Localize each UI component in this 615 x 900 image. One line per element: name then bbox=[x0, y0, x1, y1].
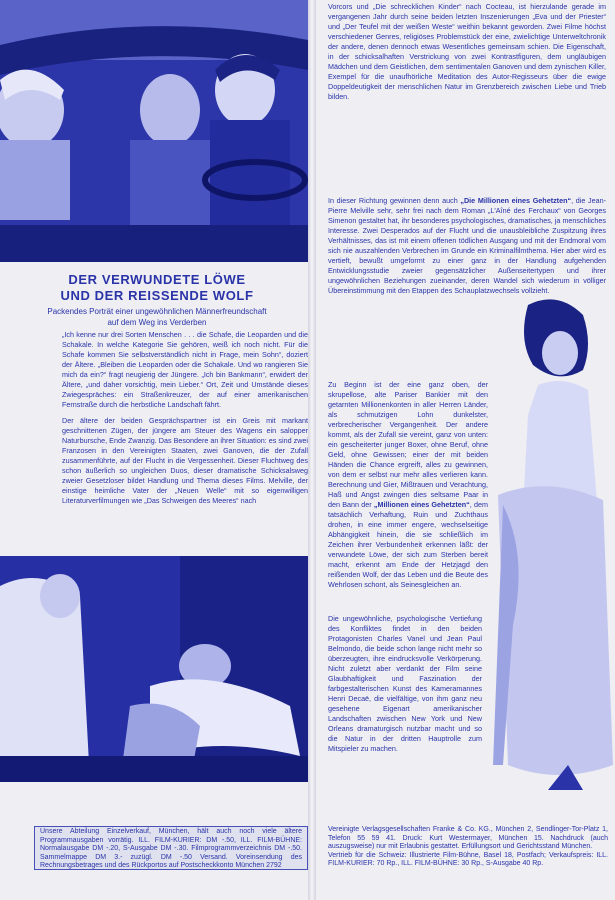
photo-fight-scene bbox=[0, 556, 308, 782]
footer-left-text bbox=[40, 828, 302, 871]
left-paragraph-2: Der ältere der beiden Gesprächspartner ist ein Greis mit markant geschnittenen Zügen, der jüngere am Steuer des Wagens ein salopper Naturbursche, Ende Zwanzig. Das Besondere an ihrer Situation: es sind zwei Franzosen in den Vereinigten Staaten, zwei Ganoven, die der Zufall zusammenführte, auf der Flucht in die Vergessenheit. Dieser Fluchtweg des schon äußerlich so ungleichen Duos, dieser dramatische Schicksalsweg zweier Gesetzloser bildet Handlung und Thema dieses Films. Melville, der einstige heimliche Vater der „Neuen Welle“ mit so eigenwilligen Literaturverfilmungen wie „Das Schweigen des Meeres“ nach bbox=[62, 416, 308, 505]
right-mid-text-rest: , die Jean-Pierre Melville sehr, sehr frei nach dem Roman „L'Aîné des Ferchaux“ von Georges Simenon gestaltet hat, ihr besonderes psychologisches, dramatisches, ja menschliches Interesse. Zwei Desperados auf der Flucht und die unausbleibliche Zuspitzung ihres Verhältnisses, das ist mit einem offenen tödlichen Ausgang und mit der Endmoral vom sich nie auszahlenden Verbrechen im Grunde ein Kriminalfilmthema. Hier aber wird es vertieft, bewußt umgeformt zu einer ganz in der Handlung aufgehenden Entwicklungsstudie zweier gegensätzlicher Außenseitertypen und ihrer ungewöhnlichen Beziehungen zueinander, deren Wandel sich wiederum in völliger Übereinstimmung mit den Etappen des Schauplatzwechsels vollzieht. bbox=[328, 196, 606, 295]
fight-scene-illustration bbox=[0, 556, 308, 782]
right-low-text-rest: , dem tatsächlich Verhaftung, Ruin und Zuchthaus drohen, in eine immer engere, wechselseitige Abhängigkeit hinein, die sie schließlich im Zeichen ihrer Verbundenheit erkennen läßt: der verwundete Löwe, der sich zum Sterben bereit macht, erkennt am Ende der Hetzjagd den reißenden Wolf, der das Leben und die Beute des Wehrlosen schont, als Seinesgleichen an. bbox=[328, 500, 488, 589]
footer-right-text bbox=[328, 826, 608, 869]
woman-illustration bbox=[488, 295, 615, 790]
right-bottom-column bbox=[328, 614, 482, 760]
film-title-mid: „Die Millionen eines Gehetzten“ bbox=[460, 196, 572, 205]
right-top-paragraph: Vorcors und „Die schrecklichen Kinder“ nach Cocteau, ist hierzulande gerade im vergangenen Jahr durch seine beiden letzten Inszenierungen „Eva und der Priester“ und „Der Teufel mit der weißen Weste“ weithin bekannt geworden. Zwei Filme höchst verschiedener Genres, religiöses Problemstück der eine, zwielichtige Unterweltchronik der andere, denen dennoch etwas Wesentliches gemeinsam schien. Die Eigenschaft, in der schicksalhaften Verstrickung von zwei Kontrastfiguren, dem ungläubigen Mädchen und dem Geistlichen, dem sentimentalen Ganoven und dem zynischen Killer, Exempel für die unaufhörliche Meditation des Autor-Regisseurs über die ewige Doppeldeutigkeit der menschlichen Natur im Grenzbereich zwischen Liebe und Trieb bilden. bbox=[328, 2, 606, 101]
car-scene-illustration bbox=[0, 0, 308, 262]
subline-line-2: auf dem Weg ins Verderben bbox=[107, 318, 207, 327]
photo-car-scene bbox=[0, 0, 308, 262]
right-top-column bbox=[328, 2, 606, 108]
left-column bbox=[62, 330, 308, 512]
page-fold bbox=[308, 0, 316, 900]
footer-left-paragraph: Unsere Abteilung Einzelverkauf, München, hält auch noch viele ältere Programmausgaben vorrätig. ILL. FILM-KURIER: DM -.50, ILL. FILM-BÜHNE: Normalausgabe DM -.20, S-Ausgabe DM -.30. Filmprogrammverzeichnis DM -.50. Sammelmappe DM 3.- zuzügl. DM -.50 Versand. Voreinsendung des Rechnungsbetrages und des Rückportos auf Postscheckkonto München 2792 bbox=[40, 828, 302, 870]
right-mid-text-start: In dieser Richtung gewinnen denn auch bbox=[328, 196, 461, 205]
headline-line-1: DER VERWUNDETE LÖWE bbox=[68, 272, 246, 287]
headline-line-2: UND DER REISSENDE WOLF bbox=[60, 288, 254, 303]
article-subline bbox=[22, 306, 292, 328]
right-low-text-start: Zu Beginn ist der eine ganz oben, der skrupellose, alte Pariser Bankier mit den getarnten Millionenkonten in aller Herren Länder, als schmutzigen Lohn dunkelster, verbrecherischer Vergangenheit. Der andere kommt, als der Zufall sie vereint, ganz von unten: ein gescheiterter junger Boxer, ohne Beruf, ohne Geld, ohne Gewissen; einer der mit beiden Händen die Chance ergreift, alles zu gewinnen, von dem er selbst nur mehr alles verlieren kann. Berechnung und Gier, Mißtrauen und Verachtung, Haß und Angst zwingen dies seltsame Paar in den Bann der bbox=[328, 380, 488, 509]
article-headline bbox=[22, 272, 292, 304]
film-title-low: „Millionen eines Gehetzten“ bbox=[373, 500, 470, 509]
left-paragraph-1: „Ich kenne nur drei Sorten Menschen . . . die Schafe, die Leoparden und die Schakale. In welche Kategorie Sie gehören, weiß ich noch nicht. Für die Schafe kommen Sie selbstverständlich nicht in Frage, mein Sohn“, doziert der Ältere. „Bleiben die Leoparden oder die Schakale. Und wo rangieren Sie mich da ein?“ fragt neugierig der Jüngere. „Ich bin Bankmann“, erwidert der Ältere, „und daher vorsichtig, mein Lieber.“ Ort, Zeit und Umstände dieses Zwiegespräches: ein Straßenkreuzer, der auf einer amerikanischen Fernstraße durch die herbstliche Landschaft fährt. bbox=[62, 330, 308, 409]
right-mid-column bbox=[328, 196, 606, 302]
right-mid-paragraph bbox=[328, 196, 606, 296]
photo-woman bbox=[488, 295, 615, 790]
right-low-column bbox=[328, 380, 488, 596]
right-bottom-paragraph: Die ungewöhnliche, psychologische Vertiefung des Konfliktes findet in den beiden Protagonisten Charles Vanel und Jean Paul Belmondo, die beide schon lange nicht mehr so überzeugten, ihre eindrucksvolle Verkörperung. Nicht zuletzt aber verdankt der Film seine Glaubhaftigkeit und Faszination der farbgestalterischen Kunst des Kameramannes Henri Decaë, die vielfältige, von ihm ganz neu gesehene Eigenart amerikanischer Landschaften zwischen New York und New Orleans dramaturgisch nutzbar macht und so die Natur in der dritten Hauptrolle zum Mitspieler zu machen. bbox=[328, 614, 482, 753]
footer-swiss-distribution: Vertrieb für die Schweiz: Illustrierte Film-Bühne, Basel 18, Postfach; Verkaufspreis: ILL. FILM-KURIER: 70 Rp., ILL. FILM-BÜHNE: 30 Rp., S-Ausgabe 40 Rp. bbox=[328, 851, 608, 868]
footer-imprint: Vereinigte Verlagsgesellschaften Franke & Co. KG., München 2, Sendlinger-Tor-Platz 1, Telefon 55 59 41. Druck: Kurt Westermayer, München 15. Nachdruck (auch auszugsweise) nur mit Erlaubnis gestattet. Erfüllungsort und Gerichtsstand München. bbox=[328, 826, 608, 851]
subline-line-1: Packendes Porträt einer ungewöhnlichen Männerfreundschaft bbox=[47, 307, 267, 316]
right-low-paragraph bbox=[328, 380, 488, 590]
